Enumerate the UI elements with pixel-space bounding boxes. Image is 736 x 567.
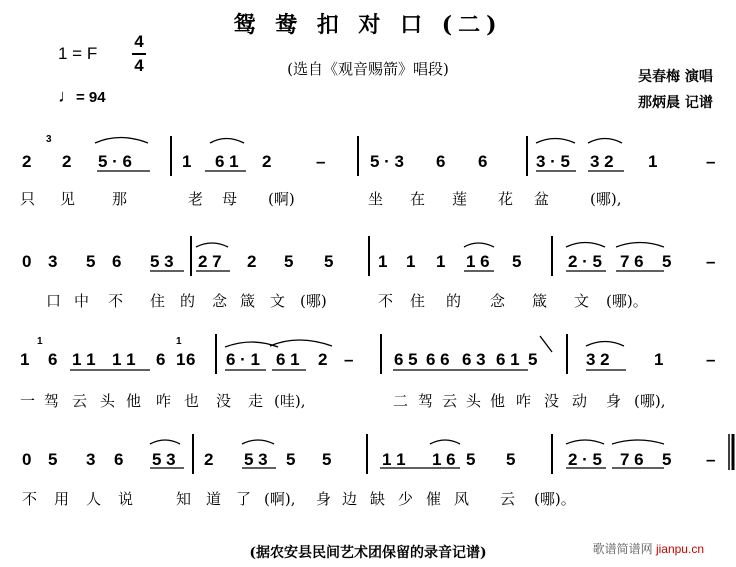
note: 2 (204, 450, 214, 469)
note: – (706, 350, 716, 369)
note: 5 (662, 450, 672, 469)
lyric-syllable: 云 (500, 490, 516, 508)
lyric-syllable: 中 (74, 292, 90, 310)
time-top: 4 (134, 32, 144, 51)
note: 5 (662, 252, 672, 271)
lyric-syllable: 催 (426, 490, 442, 508)
note: 6 (114, 450, 124, 469)
note: – (344, 350, 354, 369)
lyric-syllable: 少 (398, 490, 414, 508)
lyric-syllable: 没 (544, 392, 560, 410)
lyric-syllable: 驾 (44, 392, 60, 410)
note: 2 (262, 152, 272, 171)
note: 6 (436, 152, 446, 171)
note: 5 (324, 252, 334, 271)
lyric-syllable: 箴 (532, 292, 548, 310)
source-note: (据农安县民间艺术团保留的录音记谱) (249, 545, 487, 561)
lyric-syllable: 也 (184, 392, 200, 410)
note: 1 (378, 252, 388, 271)
lyric-syllable: 花 (498, 190, 514, 208)
note: 1 (176, 350, 186, 369)
note: – (316, 152, 326, 171)
lyric-syllable: 二 (393, 392, 409, 410)
note: 5 · 6 (98, 152, 133, 171)
lyric-syllable: 文 (574, 292, 590, 310)
note: 5 (466, 450, 476, 469)
note: 5 (506, 450, 516, 469)
note: 6 1 (215, 152, 239, 171)
note: 6 (478, 152, 488, 171)
note: 3 2 (590, 152, 614, 171)
note: 5 (512, 252, 522, 271)
lyric-syllable: 住 (410, 292, 426, 310)
svg-text:3: 3 (46, 134, 52, 145)
note: 2 (22, 152, 32, 171)
lyric-syllable: 云 (72, 392, 88, 410)
note: 0 (22, 450, 32, 469)
lyric-syllable: 念 (212, 292, 228, 310)
note: 3 · 5 (536, 152, 571, 171)
note: 5 (322, 450, 332, 469)
lyric-syllable: (哪), (590, 190, 622, 208)
note: 5 (528, 350, 538, 369)
key-signature: 1 = F (58, 44, 98, 63)
note: 5 3 (244, 450, 268, 469)
note: 2 (318, 350, 328, 369)
note: 1 (436, 252, 446, 271)
lyric-syllable: (啊), (264, 490, 296, 508)
lyric-syllable: 文 (270, 292, 286, 310)
lyric-syllable: 一 (20, 392, 36, 410)
note: 1 (654, 350, 664, 369)
lyric-syllable: 身 (606, 392, 622, 410)
lyric-syllable: 住 (150, 292, 166, 310)
note: 5 · 3 (370, 152, 405, 171)
lyric-syllable: 身 (316, 490, 332, 508)
note: 6 1 (496, 350, 520, 369)
note: 1 (20, 350, 30, 369)
note: 2 (62, 152, 72, 171)
lyric-syllable: 不 (22, 490, 38, 508)
time-bottom: 4 (134, 56, 144, 75)
lyric-syllable: 的 (180, 292, 196, 310)
note: 1 6 (432, 450, 456, 469)
lyric-syllable: 动 (572, 392, 588, 410)
song-title: 鸳 鸯 扣 对 口 (二) (233, 12, 503, 38)
note: 2 · 5 (568, 450, 603, 469)
svg-text:1: 1 (176, 336, 182, 347)
note: 3 (86, 450, 96, 469)
svg-text:1: 1 (37, 336, 43, 347)
lyric-syllable: 说 (118, 490, 134, 508)
lyric-syllable: 道 (206, 490, 222, 508)
note: 3 (48, 252, 58, 271)
note: 1 (648, 152, 658, 171)
note: 6 5 (394, 350, 418, 369)
note: 7 6 (620, 252, 644, 271)
lyric-syllable: (哪)。 (534, 490, 576, 508)
note: 5 3 (150, 252, 174, 271)
note: 6 (156, 350, 166, 369)
note: 1 (182, 152, 192, 171)
transcriber-credit: 那炳晨 记谱 (638, 95, 713, 111)
watermark-url: jianpu.cn (655, 542, 704, 556)
note: 5 (48, 450, 58, 469)
lyric-syllable: (哪), (634, 392, 666, 410)
lyric-syllable: 莲 (452, 190, 468, 208)
lyric-syllable: 知 (176, 490, 192, 508)
lyric-syllable: 咋 (516, 392, 532, 410)
watermark-site: 歌谱简谱网 (592, 542, 653, 556)
lyric-syllable: 的 (446, 292, 462, 310)
note: 1 1 (112, 350, 136, 369)
lyric-syllable: (哇), (274, 392, 306, 410)
lyric-syllable: 没 (216, 392, 232, 410)
lyric-syllable: 用 (54, 490, 70, 508)
note: – (706, 152, 716, 171)
lyric-syllable: 见 (60, 190, 76, 208)
lyric-syllable: 咋 (156, 392, 172, 410)
lyric-syllable: 他 (490, 392, 506, 410)
note: 6 (186, 350, 196, 369)
note: 6 6 (426, 350, 450, 369)
song-subtitle: (选自《观音赐箭》唱段) (287, 60, 449, 78)
lyric-syllable: 头 (100, 392, 116, 410)
lyric-syllable: 只 (20, 190, 36, 208)
note: 5 (86, 252, 96, 271)
lyric-syllable: (啊) (268, 190, 295, 208)
note: 1 6 (466, 252, 490, 271)
note: 1 (406, 252, 416, 271)
note: – (706, 450, 716, 469)
note: 2 (247, 252, 257, 271)
lyric-syllable: (哪)。 (606, 292, 648, 310)
lyric-syllable: 缺 (370, 490, 386, 508)
lyric-syllable: 不 (108, 292, 124, 310)
lyric-syllable: 他 (126, 392, 142, 410)
lyric-syllable: 母 (222, 190, 238, 208)
lyric-syllable: 那 (112, 190, 128, 208)
lyric-syllable: 头 (466, 392, 482, 410)
lyric-syllable: (哪) (300, 292, 327, 310)
lyric-syllable: 盆 (534, 190, 550, 208)
note: 6 (48, 350, 58, 369)
note: 1 1 (382, 450, 406, 469)
lyric-syllable: 不 (378, 292, 394, 310)
note: 0 (22, 252, 32, 271)
lyric-syllable: 老 (188, 190, 204, 208)
performer-credit: 吴春梅 演唱 (638, 69, 713, 85)
lyric-syllable: 念 (490, 292, 506, 310)
note: 3 2 (586, 350, 610, 369)
note: 6 · 1 (226, 350, 261, 369)
note: 1 1 (72, 350, 96, 369)
lyric-syllable: 云 (442, 392, 458, 410)
quarter-note-icon: ♩ (58, 86, 76, 106)
note: 5 3 (152, 450, 176, 469)
lyric-syllable: 风 (454, 490, 470, 508)
lyric-syllable: 箴 (240, 292, 256, 310)
note: 2 · 5 (568, 252, 603, 271)
lyric-syllable: 坐 (368, 190, 384, 208)
lyric-syllable: 了 (236, 490, 252, 508)
note: 6 1 (276, 350, 300, 369)
lyric-syllable: 驾 (418, 392, 434, 410)
lyric-syllable: 人 (86, 490, 102, 508)
note: 5 (284, 252, 294, 271)
note: 2 7 (198, 252, 222, 271)
lyric-syllable: 边 (342, 490, 358, 508)
note: 5 (286, 450, 296, 469)
lyric-syllable: 口 (46, 292, 62, 310)
note: 6 3 (462, 350, 486, 369)
note: 7 6 (620, 450, 644, 469)
lyric-syllable: 在 (410, 190, 426, 208)
note: 6 (112, 252, 122, 271)
tempo-value: = 94 (76, 89, 106, 106)
note: – (706, 252, 716, 271)
lyric-syllable: 走 (248, 392, 264, 410)
